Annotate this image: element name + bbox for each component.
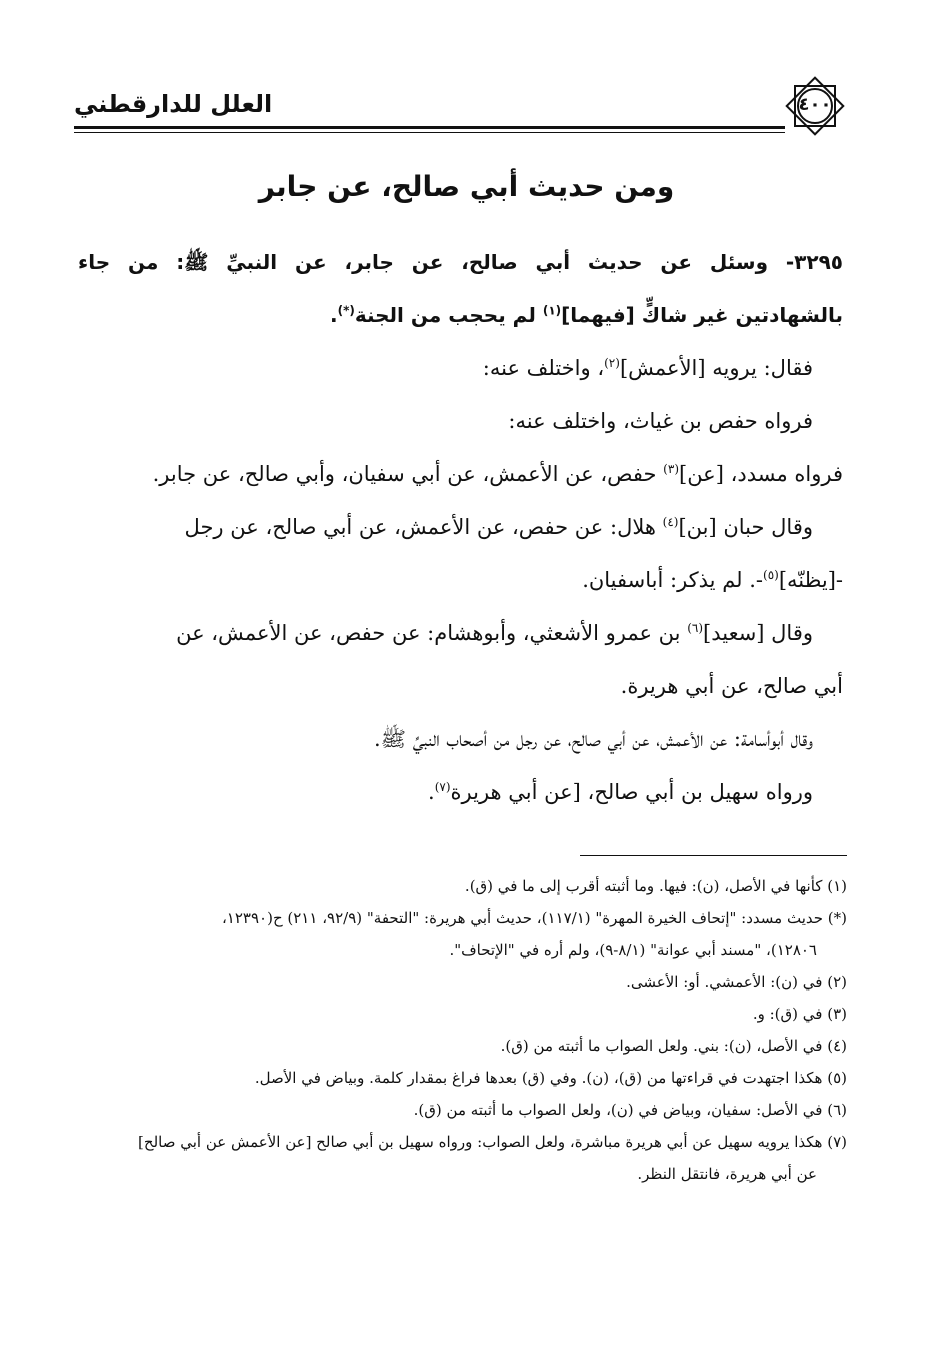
text: هلال: عن حفص، عن الأعمش، عن أبي صالح، عن رجل: [184, 515, 663, 539]
header-rule-thin: [74, 132, 785, 133]
main-text: [78, 236, 843, 819]
text: بن عمرو الأشعثي، وأبوهشام: عن حفص، عن الأعمش، عن: [176, 621, 688, 645]
footnote-ref: (٢): [604, 356, 620, 370]
entry-text: .: [329, 303, 338, 327]
text: ورواه سهيل بن أبي صالح، [عن أبي هريرة: [450, 780, 813, 804]
paragraph-line: [78, 342, 843, 395]
paragraph-line: [78, 501, 843, 554]
footnote-ref: (*): [337, 303, 355, 318]
entry-text: لم يحجب من الجنة: [354, 303, 543, 327]
text: حفص، عن الأعمش، عن أبي سفيان، وأبي صالح، عن جابر.: [152, 462, 664, 486]
paragraph-line: [78, 766, 843, 819]
text: وقال [سعيد]: [703, 621, 813, 645]
entry-text: ٣٢٩٥- وسئل عن حديث أبي صالح، عن جابر، عن النبيِّ ﷺ: من جاء: [78, 250, 843, 274]
footnote-separator: [580, 855, 847, 856]
text: .: [428, 780, 435, 804]
footnote: (٣) في (ق): و.: [752, 1005, 847, 1023]
text: فرواه مسدد، [عن]: [679, 462, 843, 486]
footnote: (٦) في الأصل: سفيان، وبياض في (ن)، ولعل الصواب ما أثبته من (ق).: [413, 1101, 847, 1119]
footnote: (١) كأنها في الأصل، (ن): فيها. وما أثبته أقرب إلى ما في (ق).: [464, 877, 847, 895]
entry-line-2: [78, 289, 843, 342]
footnote-ref: (٥): [763, 568, 779, 582]
paragraph-line: [78, 607, 843, 660]
paragraph-line: [78, 660, 843, 713]
footnote-continuation: ١٢٨٠٦)، "مسند أبي عوانة" (٨/١-٩)، ولم أره في "الإتحاف".: [449, 941, 817, 959]
text: أبي صالح، عن أبي هريرة.: [620, 674, 843, 698]
text: وقال أبوأسامة: عن الأعمش، عن أبي صالح، عن رجل من أصحاب النبيِّ ﷺ.: [373, 727, 813, 751]
footnote-ref: (٤): [662, 515, 679, 529]
paragraph-line: [78, 713, 843, 766]
paragraph-line: [78, 395, 843, 448]
footnote-ref: (٦): [687, 621, 704, 635]
paragraph-line: [78, 554, 843, 607]
text: -[يظنّه]: [778, 568, 843, 592]
text: -. لم يذكر: أباسفيان.: [582, 568, 764, 592]
header-rule: [74, 126, 785, 129]
footnote-continuation: عن أبي هريرة، فانتقل النظر.: [637, 1165, 817, 1183]
footnote-ref: (٣): [663, 462, 679, 476]
text: فرواه حفص بن غياث، واختلف عنه:: [508, 409, 813, 433]
page-number-badge: [783, 74, 847, 138]
book-title: العلل للدارقطني: [74, 90, 273, 118]
entry-text: بالشهادتين غير شاكٍّ [فيهما]: [561, 303, 843, 327]
entry-line-1: [78, 236, 843, 289]
text: فقال: يرويه [الأعمش]: [619, 356, 813, 380]
footnote: (٢) في (ن): الأعمشي. أو: الأعشى.: [626, 973, 847, 991]
footnote: (٥) هكذا اجتهدت في قراءتها من (ق)، (ن). وفي (ق) بعدها فراغ بمقدار كلمة. وبياض في الأصل.: [254, 1069, 847, 1087]
text: ، واختلف عنه:: [482, 356, 605, 380]
footnote-ref: (٧): [434, 780, 451, 794]
footnote: (٧) هكذا يرويه سهيل عن أبي هريرة مباشرة، ولعل الصواب: ورواه سهيل بن أبي صالح [عن الأعمش عن أبي صالح]: [138, 1133, 847, 1151]
text: وقال حبان [بن]: [678, 515, 813, 539]
paragraph-line: [78, 448, 843, 501]
page-number: ٤٠٠: [798, 94, 832, 115]
footnotes: [78, 870, 847, 1190]
page-header: [74, 82, 847, 142]
footnote: (*) حديث مسدد: "إتحاف الخيرة المهرة" (١١٧/١)، حديث أبي هريرة: "التحفة" (٩٢/٩، ٢١١) ح(١٢٣٩٠،: [221, 909, 847, 927]
section-heading: ومن حديث أبي صالح، عن جابر: [258, 170, 675, 203]
footnote-ref: (١): [542, 303, 562, 318]
footnote: (٤) في الأصل، (ن): بني. ولعل الصواب ما أثبته من (ق).: [500, 1037, 847, 1055]
